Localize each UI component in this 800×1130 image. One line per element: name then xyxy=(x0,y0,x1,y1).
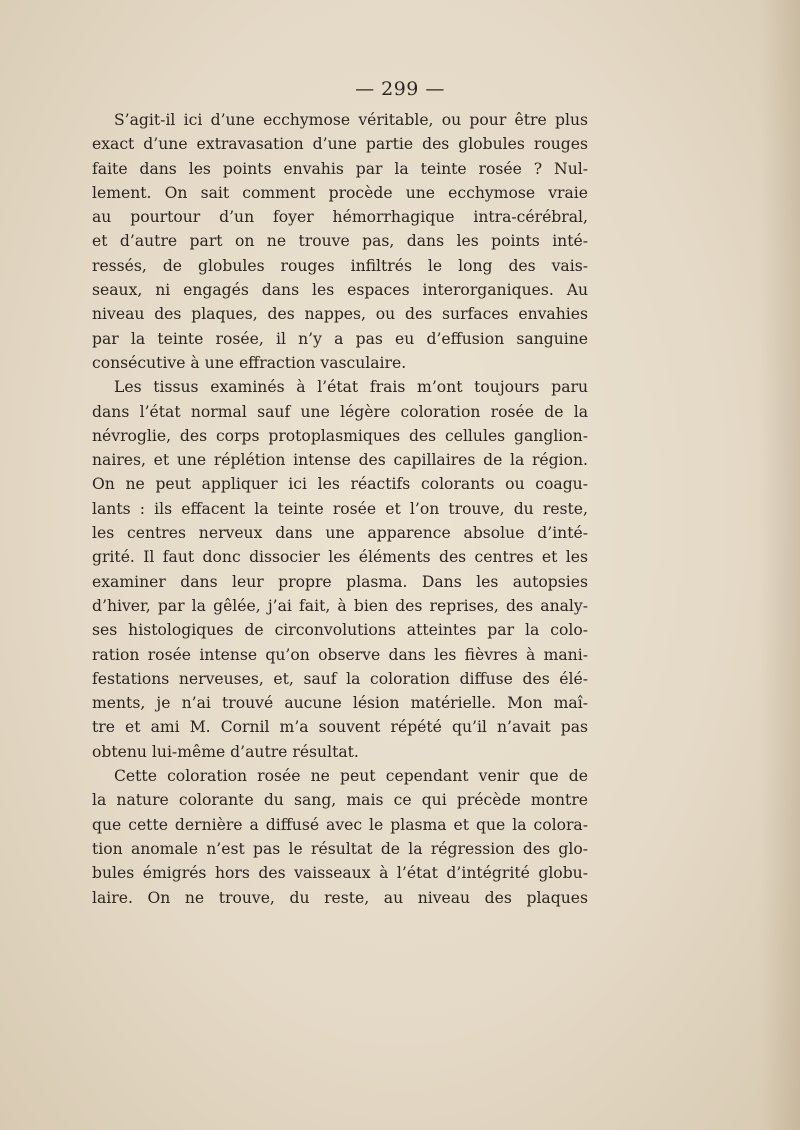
text-line: On ne peut appliquer ici les réactifs colorants ou coagu- xyxy=(92,475,588,494)
text-line: obtenu lui-même d’autre résultat. xyxy=(92,742,359,761)
text-line: laire. On ne trouve, du reste, au niveau des plaques xyxy=(92,888,588,907)
text-line: examiner dans leur propre plasma. Dans les autopsies xyxy=(92,572,588,591)
text-line: ments, je n’ai trouvé aucune lésion matérielle. Mon maî- xyxy=(92,694,588,713)
text-line: lement. On sait comment procède une ecchymose vraie xyxy=(92,183,588,202)
text-line: consécutive à une effraction vasculaire. xyxy=(92,353,407,372)
text-line: ses histologiques de circonvolutions atteintes par la colo- xyxy=(92,621,588,640)
body-text xyxy=(92,108,588,910)
text-line: que cette dernière a diffusé avec le plasma et que la colora- xyxy=(92,815,588,834)
text-line: grité. Il faut donc dissocier les éléments des centres et les xyxy=(92,548,588,567)
page-edge-shadow xyxy=(760,0,800,1130)
text-line: tre et ami M. Cornil m’a souvent répété qu’il n’avait pas xyxy=(92,718,588,737)
text-line: seaux, ni engagés dans les espaces interorganiques. Au xyxy=(92,281,588,300)
text-line: dans l’état normal sauf une légère coloration rosée de la xyxy=(92,402,588,421)
page-number: — 299 — xyxy=(355,78,445,100)
text-line: Cette coloration rosée ne peut cependant venir que de xyxy=(114,767,588,786)
text-line: naires, et une réplétion intense des capillaires de la région. xyxy=(92,451,588,470)
text-line: bules émigrés hors des vaisseaux à l’état d’intégrité globu- xyxy=(92,864,588,883)
text-line: niveau des plaques, des nappes, ou des surfaces envahies xyxy=(92,305,588,324)
text-line: par la teinte rosée, il n’y a pas eu d’effusion sanguine xyxy=(92,329,588,348)
text-line: la nature colorante du sang, mais ce qui précède montre xyxy=(92,791,588,810)
text-line: au pourtour d’un foyer hémorrhagique intra-cérébral, xyxy=(92,208,588,227)
text-line: et d’autre part on ne trouve pas, dans les points inté- xyxy=(92,232,588,251)
text-line: S’agit-il ici d’une ecchymose véritable, ou pour être plus xyxy=(114,111,588,129)
text-line: tion anomale n’est pas le résultat de la régression des glo- xyxy=(92,839,588,858)
text-line: exact d’une extravasation d’une partie des globules rouges xyxy=(92,135,588,154)
text-line: lants : ils effacent la teinte rosée et l’on trouve, du reste, xyxy=(92,499,588,518)
text-line: Les tissus examinés à l’état frais m’ont toujours paru xyxy=(114,378,588,397)
text-line: les centres nerveux dans une apparence absolue d’inté- xyxy=(92,524,588,543)
text-line: névroglie, des corps protoplasmiques des cellules ganglion- xyxy=(92,426,588,445)
text-line: faite dans les points envahis par la teinte rosée ? Nul- xyxy=(92,159,588,178)
text-line: ration rosée intense qu’on observe dans les fièvres à mani- xyxy=(92,645,588,664)
text-line: d’hiver, par la gêlée, j’ai fait, à bien des reprises, des analy- xyxy=(92,596,588,615)
text-line: festations nerveuses, et, sauf la coloration diffuse des élé- xyxy=(92,669,588,688)
text-line: ressés, de globules rouges infiltrés le long des vais- xyxy=(92,256,588,275)
